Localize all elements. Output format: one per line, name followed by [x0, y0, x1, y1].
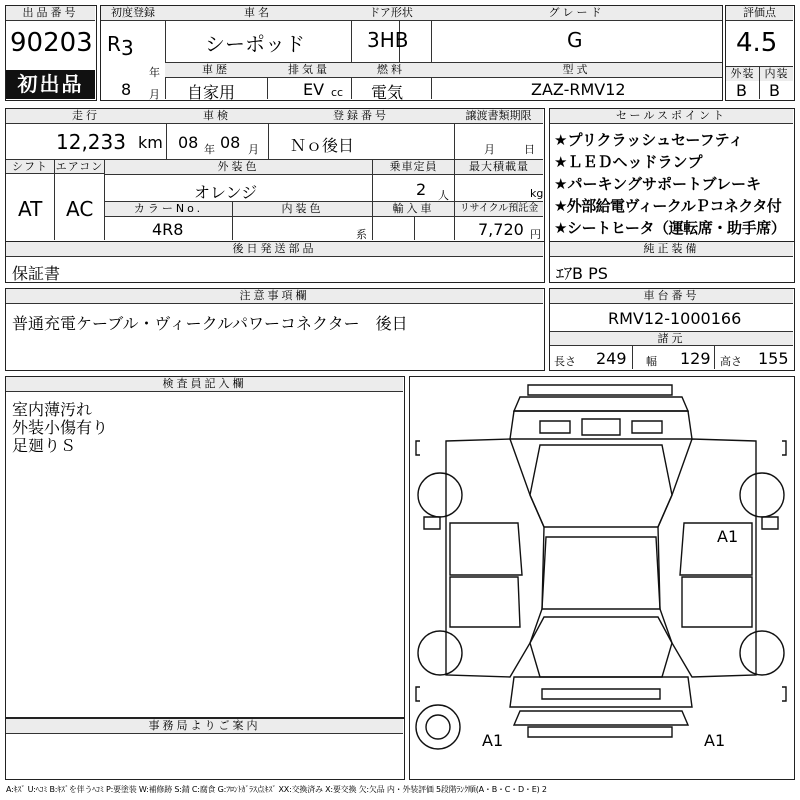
sales-point-item: ★プリクラッシュセーフティ — [554, 131, 744, 149]
year-unit: 年 — [149, 66, 160, 79]
later-parts-box — [5, 241, 545, 283]
shift-label: シフト — [6, 160, 54, 174]
inspection-month: 08 — [220, 133, 241, 152]
month-unit: 月 — [149, 88, 160, 101]
inspector-line: 室内薄汚れ — [12, 400, 93, 419]
plate-label: 登録番号 — [268, 109, 454, 124]
era: R — [107, 32, 121, 56]
sales-point-item: ★シートヒータ（運転席・助手席） — [554, 219, 786, 237]
recycle-label: リサイクル預託金 — [455, 202, 543, 216]
reg-month: 8 — [121, 80, 132, 99]
length: 249 — [596, 349, 627, 368]
height: 155 — [758, 349, 789, 368]
office-box — [5, 718, 405, 780]
grade-label: グレード — [431, 6, 722, 21]
sales-point-item: ★ＬＥＤヘッドランプ — [554, 153, 703, 171]
notes-box — [5, 288, 545, 371]
history-label: 車歴 — [165, 63, 267, 78]
lot-number: 90203 — [10, 28, 93, 58]
car-diagram — [410, 377, 793, 778]
damage-diagram-box — [409, 376, 795, 780]
lot-label: 出品番号 — [6, 6, 95, 21]
transfer-label: 譲渡書類期限 — [454, 109, 543, 124]
recycle-fee: 7,720 — [478, 220, 524, 239]
capacity-label: 乗車定員 — [373, 160, 454, 174]
specs-title: 諸元 — [550, 332, 793, 346]
interior-grade: B — [769, 81, 780, 100]
height-label: 高さ — [720, 355, 742, 368]
length-label: 長さ — [554, 355, 576, 368]
mileage: 12,233 — [56, 130, 126, 154]
score-label: 評価点 — [726, 6, 793, 21]
body-color: オレンジ — [194, 183, 258, 202]
damage-mark: A1 — [704, 731, 726, 750]
displacement: EV — [303, 80, 325, 99]
color-no: 4R8 — [152, 220, 184, 239]
damage-mark: A1 — [482, 731, 504, 750]
legend: A:ｷｽﾞ U:ﾍｺﾐ B:ｷｽﾞを伴うﾍｺﾐ P:要塗装 W:補修跡 S:錆 C:腐食 G:ﾌﾛﾝﾄｶﾞﾗｽ点ｷｽﾞ XX:交換済み X:要交換 欠:欠品 内・外装評価 5段階ﾗﾝｸ順(A・B・C・D・E) 2 — [6, 785, 547, 794]
max-load-label: 最大積載量 — [455, 160, 543, 174]
genuine-equipment-value: ｴｱB PS — [556, 264, 608, 283]
reg-year: 3 — [121, 36, 134, 60]
int-color-unit: 系 — [356, 228, 367, 241]
km-unit: km — [138, 133, 163, 152]
int-color-label: 内装色 — [233, 202, 372, 216]
car-name: シーポッド — [205, 32, 305, 56]
color-label: 外装色 — [105, 160, 372, 174]
model-label: 型式 — [431, 63, 722, 78]
mileage-label: 走行 — [6, 109, 166, 124]
sales-points-title: セールスポイント — [550, 109, 793, 124]
sales-points-box — [549, 108, 795, 242]
first-listing-badge — [6, 70, 95, 99]
transfer-day-unit: 日 — [524, 143, 535, 156]
fuel-label: 燃料 — [351, 63, 431, 78]
exterior-grade: B — [736, 81, 747, 100]
score-box — [725, 5, 795, 101]
later-parts-value: 保証書 — [12, 264, 61, 283]
chassis-box — [549, 288, 795, 371]
plate: Ｎｏ後日 — [290, 136, 355, 155]
later-parts-title: 後日発送部品 — [6, 242, 543, 257]
import-label: 輸入車 — [373, 202, 454, 216]
transfer-month-unit: 月 — [484, 143, 495, 156]
door-type-label: ドア形状 — [351, 6, 431, 21]
inspector-line: 外装小傷有り — [12, 418, 109, 437]
vehicle-history: 自家用 — [187, 83, 236, 102]
yen-unit: 円 — [530, 228, 541, 241]
door-type: 3HB — [367, 28, 409, 52]
details-grid — [5, 108, 545, 242]
kg-unit: kg — [530, 187, 544, 200]
top-block — [100, 5, 723, 101]
chassis-title: 車台番号 — [550, 289, 793, 304]
interior-label: 内装 — [760, 67, 793, 81]
first-listing-label: 初出品 — [17, 72, 84, 96]
ac-label: エアコン — [55, 160, 104, 173]
shift: AT — [18, 197, 43, 221]
first-reg-label: 初度登録 — [101, 6, 165, 21]
inspector-title: 検査員記入欄 — [6, 377, 403, 392]
score: 4.5 — [736, 28, 778, 58]
genuine-equipment-box — [549, 241, 795, 283]
notes-value: 普通充電ケーブル・ヴィークルパワーコネクター 後日 — [12, 314, 408, 333]
exterior-label: 外装 — [726, 67, 759, 81]
chassis-number: RMV12-1000166 — [608, 309, 742, 328]
inspector-line: 足廻りＳ — [12, 436, 77, 455]
genuine-equipment-title: 純正装備 — [550, 242, 793, 257]
inspector-box — [5, 376, 405, 718]
fuel: 電気 — [371, 83, 404, 102]
car-name-label: 車名 — [165, 6, 351, 21]
width-label: 幅 — [646, 355, 657, 368]
ac: AC — [66, 197, 94, 221]
inspection-year: 08 — [178, 133, 199, 152]
width: 129 — [680, 349, 711, 368]
model-code: ZAZ-RMV12 — [531, 80, 626, 99]
damage-mark: A1 — [717, 527, 739, 546]
color-no-label: カラーNo. — [105, 202, 232, 216]
inspection-year-unit: 年 — [204, 143, 215, 156]
displacement-label: 排気量 — [267, 63, 351, 78]
cc-unit: cc — [331, 86, 344, 99]
sales-point-item: ★パーキングサポートブレーキ — [554, 175, 761, 193]
notes-title: 注意事項欄 — [6, 289, 543, 304]
inspection-month-unit: 月 — [248, 143, 259, 156]
person-unit: 人 — [438, 189, 449, 202]
inspection-label: 車検 — [166, 109, 268, 124]
capacity: 2 — [416, 180, 427, 199]
sales-point-item: ★外部給電ヴィークルＰコネクタ付 — [554, 197, 782, 215]
grade: G — [567, 28, 583, 52]
lot-box — [5, 5, 97, 101]
office-title: 事務局よりご案内 — [6, 719, 403, 734]
